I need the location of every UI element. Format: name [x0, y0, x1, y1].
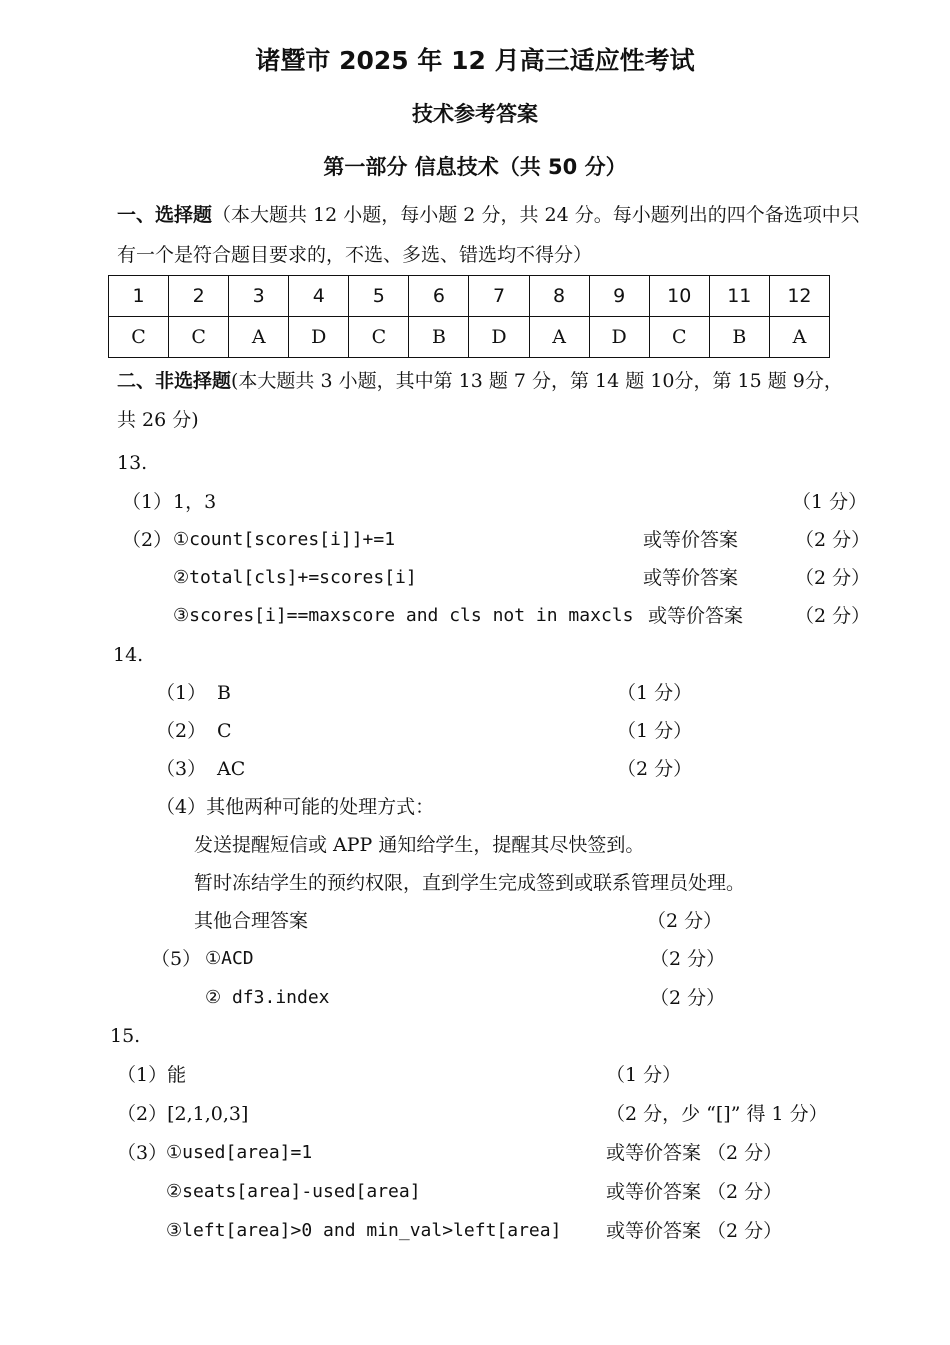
q13-p2-answer-b: ②total[cls]+=scores[i]	[173, 567, 417, 588]
q13-p2-score-c: （2 分）	[795, 605, 871, 627]
question-number-cell: 1	[109, 276, 169, 317]
answer-cell: C	[649, 317, 709, 358]
q13-p1-score: （1 分）	[792, 491, 868, 513]
q14-p4-line3: 其他合理答案	[194, 910, 309, 932]
answer-cell: D	[589, 317, 649, 358]
q14-p2-number: （2）	[156, 720, 207, 742]
question-number-cell: 6	[409, 276, 469, 317]
q13-p2-score-a: （2 分）	[795, 529, 871, 551]
q13-p2-equiv-b: 或等价答案	[643, 567, 739, 589]
q15-p3-score-b: 或等价答案 （2 分）	[606, 1181, 783, 1203]
q15-p2: （2）[2,1,0,3]	[117, 1103, 249, 1125]
q14-p1-score: （1 分）	[617, 682, 693, 704]
question-number-cell: 12	[769, 276, 829, 317]
q14-p4-heading: （4）其他两种可能的处理方式：	[156, 796, 435, 818]
q15-p1: （1）能	[117, 1064, 187, 1086]
q15-p1-score: （1 分）	[606, 1064, 682, 1086]
section2-desc-line1: (本大题共 3 小题，其中第 13 题 7 分，第 14 题 10分，第 15 题 9分，	[231, 370, 843, 392]
section2-label: 二、非选择题	[117, 370, 232, 392]
page-subtitle: 技术参考答案	[412, 102, 538, 126]
q14-p4-score: （2 分）	[647, 910, 723, 932]
question-number-cell: 11	[709, 276, 769, 317]
answer-table-header-row	[109, 276, 830, 317]
answer-cell: D	[289, 317, 349, 358]
answer-cell: A	[229, 317, 289, 358]
q14-p2-answer: C	[217, 720, 232, 742]
question-number-cell: 9	[589, 276, 649, 317]
q15-p3-answer-a: ①used[area]=1	[166, 1142, 313, 1163]
q13-label: 13.	[117, 452, 148, 474]
section1-label: 一、选择题	[117, 204, 213, 226]
q14-p5-score-b: （2 分）	[650, 987, 726, 1009]
question-number-cell: 4	[289, 276, 349, 317]
q15-p2-score: （2 分，少 “[]” 得 1 分）	[606, 1103, 828, 1125]
answer-cell: A	[529, 317, 589, 358]
q14-p5-number: （5）	[151, 948, 202, 970]
q14-p2-score: （1 分）	[617, 720, 693, 742]
q14-p3-answer: AC	[217, 758, 246, 780]
question-number-cell: 3	[229, 276, 289, 317]
question-number-cell: 8	[529, 276, 589, 317]
q13-p2-equiv-c: 或等价答案	[648, 605, 744, 627]
q15-p3-answer-c: ③left[area]>0 and min_val>left[area]	[166, 1220, 562, 1241]
page-title: 诸暨市 2025 年 12 月高三适应性考试	[255, 46, 695, 75]
question-number-cell: 2	[169, 276, 229, 317]
q14-label: 14.	[113, 644, 144, 666]
q14-p4-line2: 暂时冻结学生的预约权限，直到学生完成签到或联系管理员处理。	[194, 872, 746, 894]
q14-p1-answer: B	[217, 682, 231, 704]
q15-p3-answer-b: ②seats[area]-used[area]	[166, 1181, 421, 1202]
q13-p1-number: （1）	[122, 491, 173, 513]
answer-cell: D	[469, 317, 529, 358]
answer-cell: B	[409, 317, 469, 358]
q15-label: 15.	[110, 1025, 141, 1047]
part-heading: 第一部分 信息技术（共 50 分）	[323, 155, 627, 179]
q14-p3-number: （3）	[156, 758, 207, 780]
q13-p2-score-b: （2 分）	[795, 567, 871, 589]
q14-p5-score-a: （2 分）	[650, 948, 726, 970]
q14-p1-number: （1）	[156, 682, 207, 704]
section1-desc-line1: （本大题共 12 小题，每小题 2 分，共 24 分。每小题列出的四个备选项中只	[212, 204, 860, 226]
q13-p2-equiv-a: 或等价答案	[643, 529, 739, 551]
section1-desc-line2: 有一个是符合题目要求的，不选、多选、错选均不得分）	[117, 244, 593, 266]
question-number-cell: 7	[469, 276, 529, 317]
q14-p3-score: （2 分）	[617, 758, 693, 780]
answer-cell: A	[769, 317, 829, 358]
q14-p5-answer-a: ①ACD	[205, 948, 254, 969]
question-number-cell: 10	[649, 276, 709, 317]
answer-cell: B	[709, 317, 769, 358]
answer-table-answer-row	[109, 317, 830, 358]
q13-p2-answer-a: ①count[scores[i]]+=1	[173, 529, 396, 550]
section2-desc-line2: 共 26 分)	[117, 409, 199, 431]
answer-cell: C	[349, 317, 409, 358]
answer-cell: C	[109, 317, 169, 358]
q13-p1-answer: 1，3	[173, 491, 217, 513]
q14-p4-line1: 发送提醒短信或 APP 通知给学生，提醒其尽快签到。	[194, 834, 645, 856]
q14-p5-answer-b: ② df3.index	[205, 987, 330, 1008]
q15-p3-score-c: 或等价答案 （2 分）	[606, 1220, 783, 1242]
answer-table	[108, 275, 830, 358]
section2-intro	[117, 369, 843, 393]
q13-p2-answer-c: ③scores[i]==maxscore and cls not in maxcls	[173, 605, 634, 626]
q15-p3-number: （3）	[117, 1142, 168, 1164]
answer-cell: C	[169, 317, 229, 358]
q15-p3-score-a: 或等价答案 （2 分）	[606, 1142, 783, 1164]
section1-intro	[117, 203, 860, 227]
question-number-cell: 5	[349, 276, 409, 317]
q13-p2-number: （2）	[122, 529, 173, 551]
